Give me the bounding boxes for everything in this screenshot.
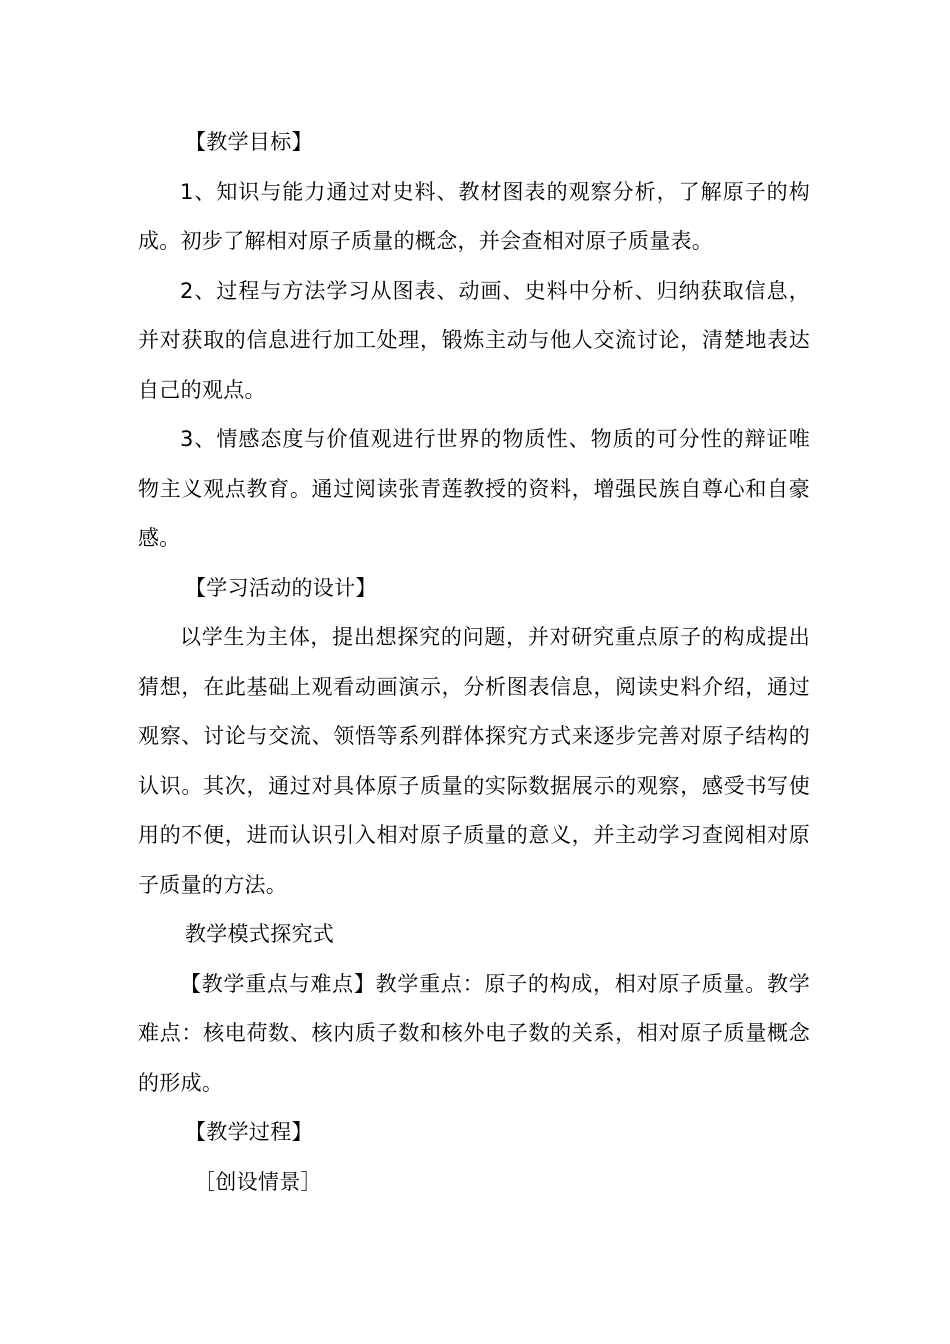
subheading-create-scenario: ［创设情景］ [194, 1169, 322, 1194]
paragraph-key-points: 【教学重点与难点】教学重点：原子的构成，相对原子质量。教学难点：核电荷数、核内质子数和核外电子数的关系，相对原子质量概念的形成。 [138, 971, 810, 1095]
paragraph-goal-emotion: 3、情感态度与价值观进行世界的物质性、物质的可分性的辩证唯物主义观点教育。通过阅读张青莲教授的资料，增强民族自尊心和自豪感。 [138, 427, 810, 550]
section-heading-teaching-goals: 【教学目标】 [185, 130, 313, 154]
section-heading-activity-design: 【学习活动的设计】 [185, 575, 377, 600]
paragraph-activity-design: 以学生为主体，提出想探究的问题，并对研究重点原子的构成提出猜想，在此基础上观看动画演示，分析图表信息，阅读史料介绍，通过观察、讨论与交流、领悟等系列群体探究方式来逐步完善对原子结构的认识。其次，通过对具体原子质量的实际数据展示的观察，感受书写使用的不便，进而认识引入相对原子质量的意义，并主动学习查阅相对原子质量的方法。 [138, 625, 810, 897]
paragraph-goal-knowledge: 1、知识与能力通过对史料、教材图表的观察分析，了解原子的构成。初步了解相对原子质量的概念，并会查相对原子质量表。 [138, 179, 810, 253]
paragraph-goal-process: 2、过程与方法学习从图表、动画、史料中分析、归纳获取信息，并对获取的信息进行加工处理，锻炼主动与他人交流讨论，清楚地表达自己的观点。 [138, 278, 810, 402]
section-heading-teaching-mode: 教学模式探究式 [185, 922, 335, 946]
section-heading-teaching-process: 【教学过程】 [185, 1120, 313, 1144]
document-body [138, 118, 810, 1207]
